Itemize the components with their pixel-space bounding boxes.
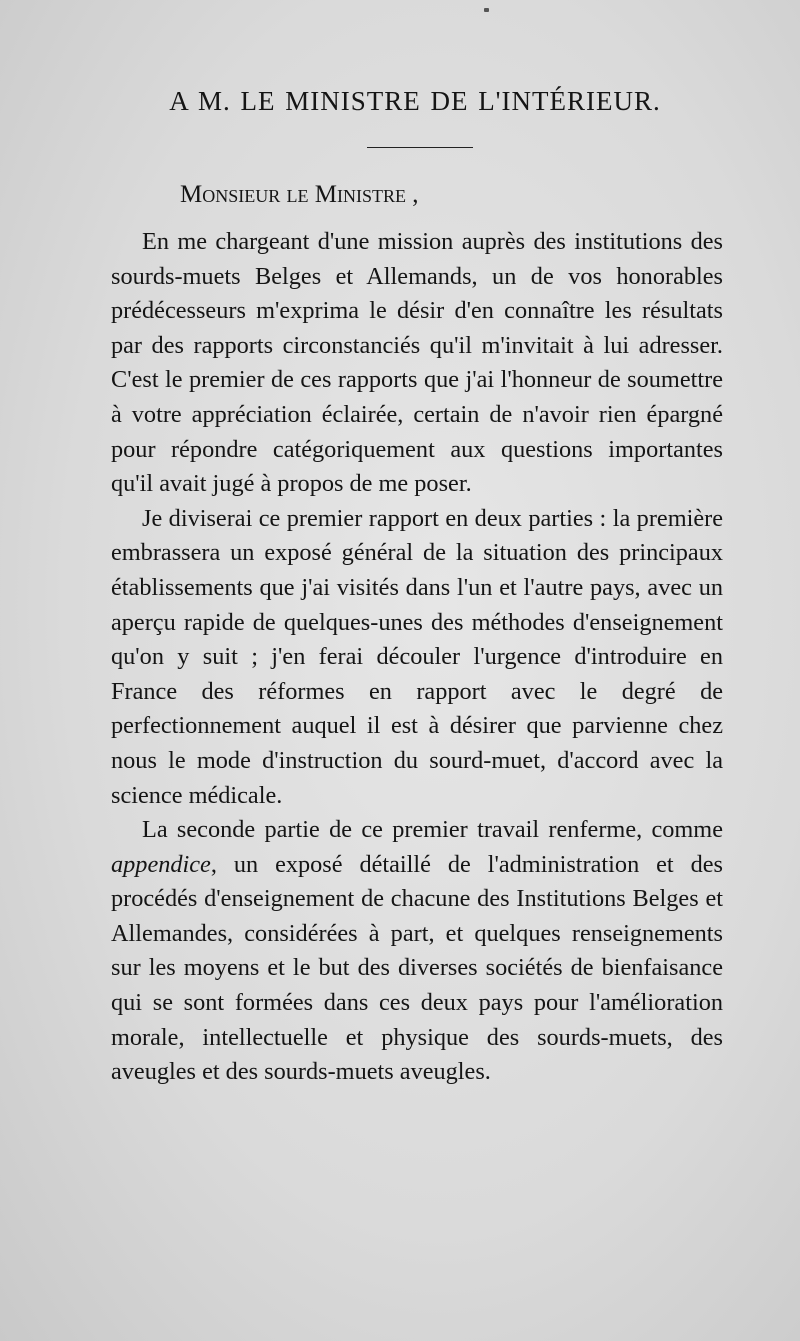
paragraph-3-end: , un exposé détaillé de l'administration et des procédés d'enseignement de chacune des Institutions Belges et Allemandes, considérées à part, et quelques renseignements sur les moyens et le but des diverses sociétés de bienfaisance qui se sont formées dans ces deux pays pour l'amélioration morale, intellectuelle et physique des sourds-muets, des aveugles et des sourds-muets aveugles. xyxy=(111,850,723,1086)
paragraph-1: En me chargeant d'une mission auprès des institutions des sourds-muets Belges et Allemands, un de vos honorables prédécesseurs m'exprima le désir d'en connaître les résultats par des rapports circonstanciés qu'il m'invitait à lui adresser. C'est le premier de ces rapports que j'ai l'honneur de soumettre à votre appréciation éclairée, certain de n'avoir rien épargné pour répondre catégoriquement aux questions importantes qu'il avait jugé à propos de me poser. xyxy=(111,228,723,498)
ink-speck xyxy=(484,8,489,12)
title-rule xyxy=(367,147,473,148)
emphasis-appendice: appendice xyxy=(111,850,211,878)
letter-body xyxy=(111,225,723,1090)
page-title: A M. LE MINISTRE DE L'INTÉRIEUR. xyxy=(169,86,661,116)
paragraph-3 xyxy=(111,813,723,1090)
paragraph-2: Je diviserai ce premier rapport en deux parties : la première embrassera un exposé général de la situation des principaux établissements que j'ai visités dans l'un et l'autre pays, avec un aperçu rapide de quelques-unes des méthodes d'enseignement qu'on y suit ; j'en ferai découler l'urgence d'introduire en France des réformes en rapport avec le degré de perfectionnement auquel il est à désirer que parvienne chez nous le mode d'instruction du sourd-muet, d'accord avec la science médicale. xyxy=(111,504,723,809)
paragraph-3-start: La seconde partie de ce premier travail renferme, comme xyxy=(142,816,723,844)
salutation: Monsieur le Ministre , xyxy=(180,181,419,208)
